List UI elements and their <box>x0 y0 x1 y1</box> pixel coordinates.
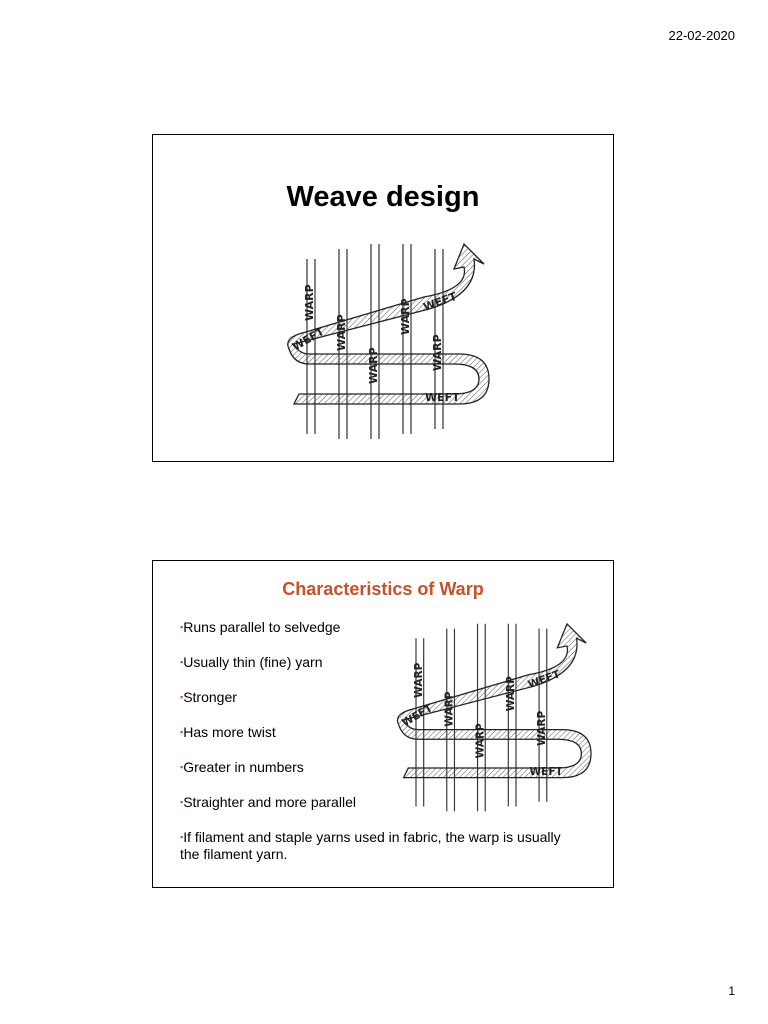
slide-title: Weave design <box>286 181 480 213</box>
slide-title: Characteristics of Warp <box>282 579 484 599</box>
page-number: 1 <box>728 984 735 998</box>
bullet-item: ▪Greater in numbers <box>180 759 304 775</box>
warp-label: WARP <box>505 676 518 712</box>
weave-diagram <box>381 619 601 819</box>
weft-label: WEFT <box>399 702 435 730</box>
bullet-marker: ▪ <box>180 727 184 737</box>
warp-label: WARP <box>335 314 348 351</box>
bullet-item: ▪Stronger <box>180 689 237 705</box>
warp-label: WARP <box>443 691 456 727</box>
bullet-marker: ▪ <box>180 797 184 807</box>
warp-label: WARP <box>535 710 548 746</box>
bullet-item: ▪Runs parallel to selvedge <box>180 619 341 635</box>
bullet-item: ▪Straighter and more parallel <box>180 794 356 810</box>
bullet-marker: ▪ <box>180 832 184 842</box>
date-header: 22-02-2020 <box>668 28 735 43</box>
bullet-marker: ▪ <box>180 657 184 667</box>
bullet-marker: ▪ <box>180 622 184 632</box>
warp-label: WARP <box>431 334 444 371</box>
bullet-marker: ▪ <box>180 762 184 772</box>
warp-label: WARP <box>303 284 316 321</box>
bullet-item: ▪Has more twist <box>180 724 276 740</box>
weft-label: WEFT <box>526 668 562 692</box>
slide-weave-design <box>152 134 614 462</box>
bullet-marker: ▪ <box>180 692 184 702</box>
weft-label: WEFT <box>421 289 459 314</box>
weave-diagram <box>279 239 491 447</box>
warp-label: WARP <box>399 298 412 335</box>
slide-characteristics-of-warp <box>152 560 614 888</box>
weft-label: WEFT <box>425 391 460 404</box>
bullet-list <box>180 619 356 829</box>
warp-label: WARP <box>412 662 425 698</box>
warp-label: WARP <box>367 347 380 384</box>
final-bullet: ▪If filament and staple yarns used in fabric, the warp is usually the filament yarn. <box>180 829 561 862</box>
warp-label: WARP <box>474 723 487 759</box>
weft-label: WEFT <box>290 325 327 354</box>
weft-label: WEFT <box>529 765 563 778</box>
bullet-item: ▪Usually thin (fine) yarn <box>180 654 323 670</box>
